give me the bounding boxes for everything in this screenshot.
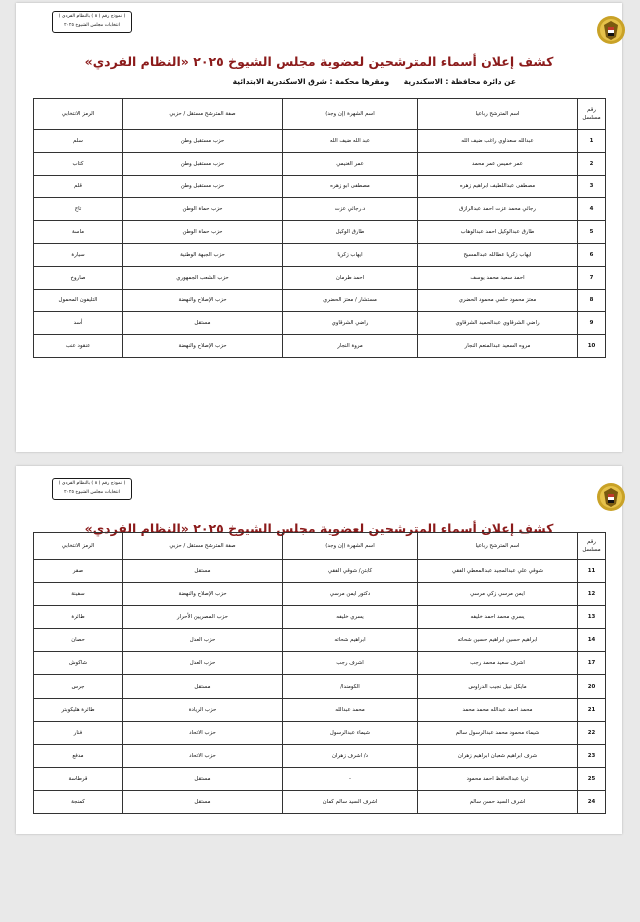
cell-fame-name: راضي الشرقاوي: [283, 312, 418, 335]
table-row: [34, 560, 606, 583]
header-num: رقم مسلسل: [578, 533, 606, 560]
header-symbol: الرمز الانتخابي: [34, 533, 123, 560]
cell-num: 3: [578, 175, 606, 198]
cell-fame-name: دكتور ايمن مرسي: [283, 583, 418, 606]
cell-candidate-type: مستقل: [123, 675, 283, 698]
cell-num: 11: [578, 560, 606, 583]
cell-electoral-symbol: جرس: [34, 675, 123, 698]
cell-num: 25: [578, 767, 606, 790]
cell-electoral-symbol: ماسة: [34, 221, 123, 244]
cell-candidate-name: اشرف السيد حسن سالم: [418, 790, 578, 813]
cell-electoral-symbol: كتاب: [34, 152, 123, 175]
table-row: [34, 790, 606, 813]
cell-fame-name: عمر الغنيمي: [283, 152, 418, 175]
cell-fame-name: -: [283, 767, 418, 790]
header-num: رقم مسلسل: [578, 99, 606, 130]
table-row: [34, 606, 606, 629]
cell-electoral-symbol: مدفع: [34, 744, 123, 767]
table-row: [34, 152, 606, 175]
cell-num: 1: [578, 130, 606, 153]
table-row: [34, 583, 606, 606]
circuit-label: عن دائرة محافظة : الاسكندرية: [403, 77, 516, 86]
cell-num: 2: [578, 152, 606, 175]
cell-num: 22: [578, 721, 606, 744]
header-symbol: الرمز الانتخابي: [34, 99, 123, 130]
stamp-line-2: انتخابات مجلس الشيوخ ٢٠٢٥: [64, 490, 120, 495]
cell-num: 8: [578, 289, 606, 312]
cell-candidate-type: حزب الجبهة الوطنية: [123, 243, 283, 266]
cell-candidate-name: مروه السعيد عبدالمنعم النجار: [418, 335, 578, 358]
cell-fame-name: طارق الوكيل: [283, 221, 418, 244]
cell-electoral-symbol: عنقود عنب: [34, 335, 123, 358]
header-type: صفة المترشح مستقل / حزبي: [123, 99, 283, 130]
cell-candidate-name: ثريا عبدالحافظ احمد محمود: [418, 767, 578, 790]
cell-candidate-type: حزب الإصلاح والنهضة: [123, 289, 283, 312]
cell-electoral-symbol: أسد: [34, 312, 123, 335]
cell-candidate-name: مصطفى عبداللطيف ابراهيم زهره: [418, 175, 578, 198]
table-row: [34, 198, 606, 221]
table-row: [34, 130, 606, 153]
page-title: كشف إعلان أسماء المترشحين لعضوية مجلس الشيوخ ٢٠٢٥ «النظام الفردي»: [84, 521, 554, 536]
cell-candidate-type: مستقل: [123, 767, 283, 790]
cell-electoral-symbol: سيارة: [34, 243, 123, 266]
cell-num: 12: [578, 583, 606, 606]
cell-num: 5: [578, 221, 606, 244]
cell-num: 17: [578, 652, 606, 675]
table-header-row: [34, 533, 606, 560]
cell-candidate-name: معتز محمود حلمي محمود الحضري: [418, 289, 578, 312]
cell-candidate-name: اشرف سعيد محمد رجب: [418, 652, 578, 675]
stamp-line-1: ( نموذج رقم ( ٨ ) بالنظام الفردي ): [58, 481, 126, 486]
cell-candidate-name: مايكل نبيل نجيب الدراوس: [418, 675, 578, 698]
cell-num: 7: [578, 266, 606, 289]
cell-fame-name: الكومندا/: [283, 675, 418, 698]
cell-candidate-type: مستقل: [123, 560, 283, 583]
cell-candidate-type: حزب الشعب الجمهوري: [123, 266, 283, 289]
cell-electoral-symbol: شاكوش: [34, 652, 123, 675]
cell-candidate-type: حزب الريادة: [123, 698, 283, 721]
cell-fame-name: عبد الله ضيف الله: [283, 130, 418, 153]
cell-candidate-type: حزب الاتحاد: [123, 744, 283, 767]
table-row: [34, 312, 606, 335]
cell-candidate-type: حزب المصريين الأحرار: [123, 606, 283, 629]
egypt-eagle-emblem-icon: [596, 13, 626, 47]
table-body-1: [34, 130, 606, 358]
document-page-1: [16, 3, 622, 452]
table-row: [34, 221, 606, 244]
cell-candidate-type: حزب مستقبل وطن: [123, 152, 283, 175]
table-row: [34, 289, 606, 312]
cell-num: 20: [578, 675, 606, 698]
page-title: كشف إعلان أسماء المترشحين لعضوية مجلس الشيوخ ٢٠٢٥ «النظام الفردي»: [84, 54, 554, 69]
table-row: [34, 243, 606, 266]
cell-electoral-symbol: طائرة هليكوبتر: [34, 698, 123, 721]
table-row: [34, 767, 606, 790]
table-row: [34, 744, 606, 767]
table-row: [34, 698, 606, 721]
cell-electoral-symbol: قرطاسة: [34, 767, 123, 790]
cell-candidate-type: حزب مستقبل وطن: [123, 130, 283, 153]
cell-num: 21: [578, 698, 606, 721]
cell-fame-name: كابتن/ شوقي الفقي: [283, 560, 418, 583]
cell-candidate-name: شرف ابراهيم شعبان ابراهيم زهران: [418, 744, 578, 767]
cell-electoral-symbol: فنار: [34, 721, 123, 744]
cell-num: 24: [578, 790, 606, 813]
cell-num: 13: [578, 606, 606, 629]
cell-candidate-type: مستقل: [123, 312, 283, 335]
table-row: [34, 266, 606, 289]
cell-candidate-name: رجائي محمد عزت احمد عبدالرازق: [418, 198, 578, 221]
cell-fame-name: ابراهيم شحاته: [283, 629, 418, 652]
table-row: [34, 335, 606, 358]
cell-candidate-type: حزب الإصلاح والنهضة: [123, 335, 283, 358]
cell-num: 6: [578, 243, 606, 266]
header-name: اسم المترشح رباعيا: [418, 99, 578, 130]
cell-num: 23: [578, 744, 606, 767]
candidates-table-1: [33, 98, 606, 358]
cell-candidate-name: ايمن مرسي زكي مرسي: [418, 583, 578, 606]
cell-fame-name: ايهاب زكريا: [283, 243, 418, 266]
cell-fame-name: د.رجائي عزت: [283, 198, 418, 221]
document-page-2: [16, 466, 622, 834]
cell-candidate-type: حزب الاتحاد: [123, 721, 283, 744]
cell-fame-name: مصطفى ابو زهره: [283, 175, 418, 198]
cell-candidate-type: حزب العدل: [123, 652, 283, 675]
cell-candidate-type: حزب الإصلاح والنهضة: [123, 583, 283, 606]
table-body-2: [34, 560, 606, 814]
cell-electoral-symbol: قلم: [34, 175, 123, 198]
cell-electoral-symbol: صاروخ: [34, 266, 123, 289]
cell-electoral-symbol: طائرة: [34, 606, 123, 629]
table-row: [34, 629, 606, 652]
table-row: [34, 652, 606, 675]
cell-candidate-name: ايهاب زكريا عطالله عبدالمسيح: [418, 243, 578, 266]
cell-fame-name: د/ اشرف زهران: [283, 744, 418, 767]
cell-fame-name: يسري خليفه: [283, 606, 418, 629]
cell-fame-name: احمد طرمان: [283, 266, 418, 289]
stamp-line-2: انتخابات مجلس الشيوخ ٢٠٢٥: [64, 23, 120, 28]
cell-electoral-symbol: صقر: [34, 560, 123, 583]
form-stamp: [52, 478, 132, 500]
cell-candidate-type: حزب حماة الوطن: [123, 198, 283, 221]
cell-candidate-name: طارق عبدالوكيل احمد عبدالوهاب: [418, 221, 578, 244]
cell-fame-name: مروة النجار: [283, 335, 418, 358]
cell-candidate-type: حزب حماة الوطن: [123, 221, 283, 244]
cell-electoral-symbol: كمنجة: [34, 790, 123, 813]
cell-num: 10: [578, 335, 606, 358]
cell-num: 4: [578, 198, 606, 221]
cell-electoral-symbol: التليفون المحمول: [34, 289, 123, 312]
cell-candidate-name: شيماء محمود محمد عبدالرسول سالم: [418, 721, 578, 744]
header-fame: اسم الشهرة (إن وجد): [283, 99, 418, 130]
court-label: ومقرها محكمة : شرق الاسكندرية الابتدائية: [232, 77, 390, 86]
cell-candidate-name: يسري محمد احمد خليفه: [418, 606, 578, 629]
cell-fame-name: اشرف السيد سالم كمان: [283, 790, 418, 813]
subtitle: [221, 77, 516, 86]
cell-electoral-symbol: سفينة: [34, 583, 123, 606]
header-name: اسم المترشح رباعيا: [418, 533, 578, 560]
cell-candidate-name: عمر خميس عمر محمد: [418, 152, 578, 175]
cell-candidate-type: حزب العدل: [123, 629, 283, 652]
cell-num: 9: [578, 312, 606, 335]
cell-candidate-name: احمد سعيد محمد يوسف: [418, 266, 578, 289]
cell-electoral-symbol: سلم: [34, 130, 123, 153]
form-stamp: [52, 11, 132, 33]
cell-fame-name: محمد عبدالله: [283, 698, 418, 721]
table-header-row: [34, 99, 606, 130]
candidates-table-2: [33, 532, 606, 814]
egypt-eagle-emblem-icon: [596, 480, 626, 514]
cell-candidate-name: عبدالله سعداوي راغب ضيف الله: [418, 130, 578, 153]
stamp-line-1: ( نموذج رقم ( ٨ ) بالنظام الفردي ): [58, 14, 126, 19]
header-fame: اسم الشهرة (إن وجد): [283, 533, 418, 560]
cell-num: 14: [578, 629, 606, 652]
cell-candidate-name: راضي الشرقاوي عبدالحميد الشرقاوي: [418, 312, 578, 335]
cell-candidate-name: شوقي علي عبدالمجيد عبدالمعطي الفقي: [418, 560, 578, 583]
cell-candidate-name: محمد احمد عبدالله محمد محمد: [418, 698, 578, 721]
table-row: [34, 175, 606, 198]
cell-fame-name: مستشار / معتز الحضري: [283, 289, 418, 312]
cell-fame-name: اشرف رجب: [283, 652, 418, 675]
table-row: [34, 675, 606, 698]
cell-electoral-symbol: تاج: [34, 198, 123, 221]
cell-candidate-name: ابراهيم حسين ابراهيم حسين شحاته: [418, 629, 578, 652]
header-type: صفة المترشح مستقل / حزبي: [123, 533, 283, 560]
cell-candidate-type: مستقل: [123, 790, 283, 813]
cell-electoral-symbol: حصان: [34, 629, 123, 652]
cell-candidate-type: حزب مستقبل وطن: [123, 175, 283, 198]
table-row: [34, 721, 606, 744]
cell-fame-name: شيماء عبدالرسول: [283, 721, 418, 744]
